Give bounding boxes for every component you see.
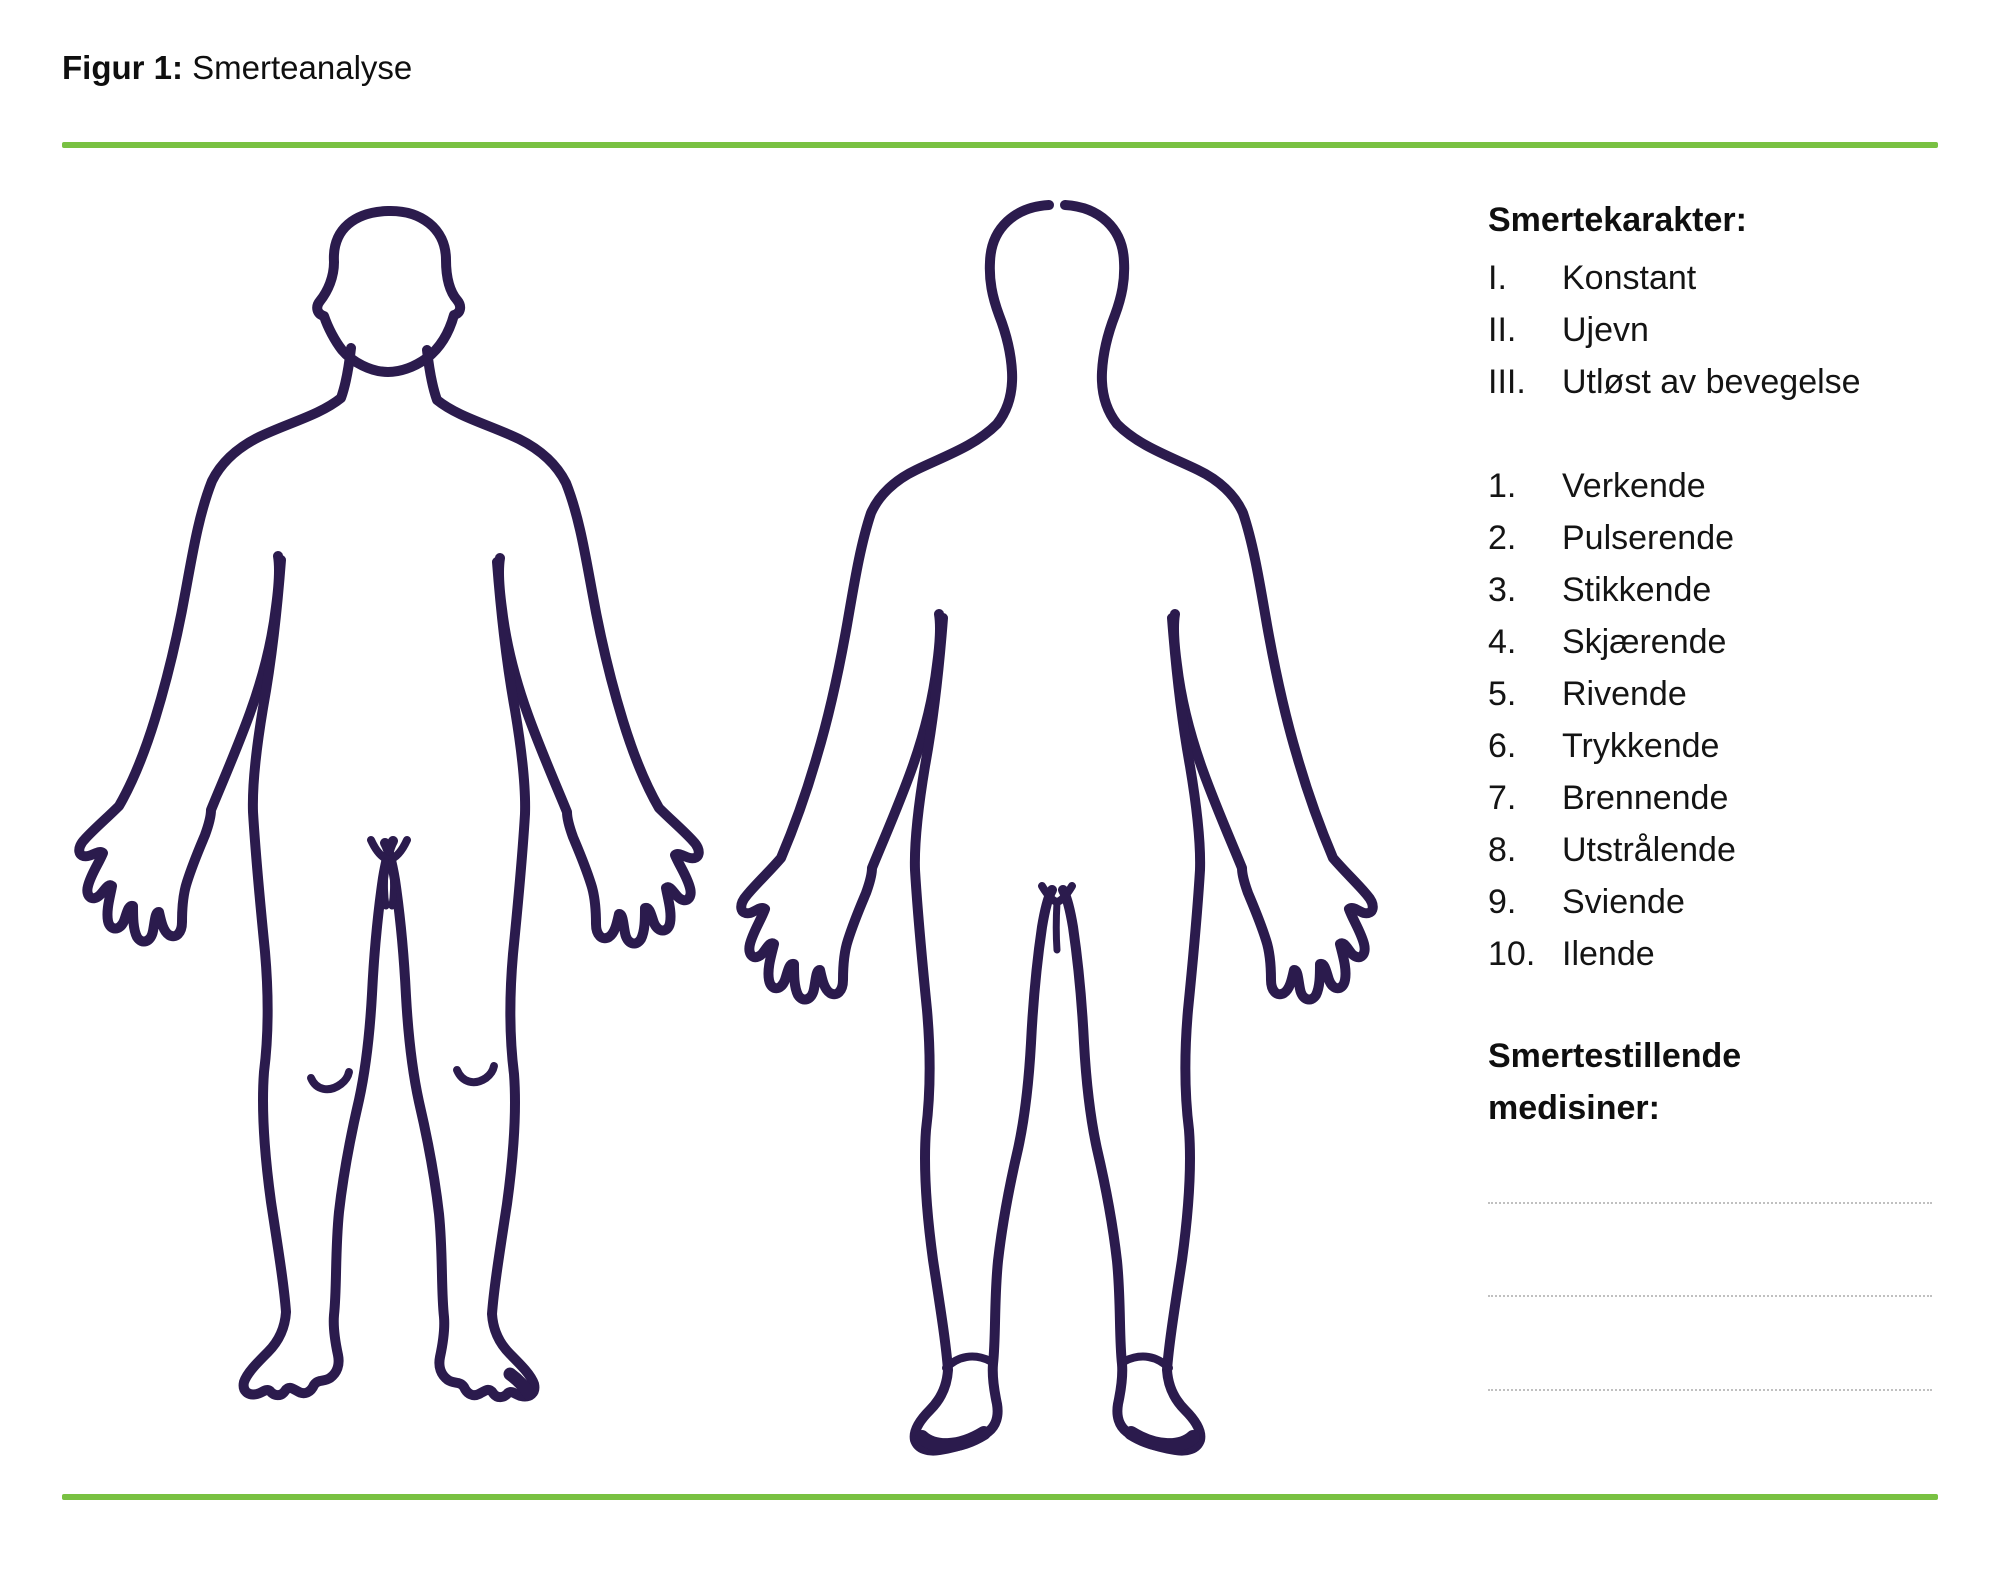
list-item-number: 8. [1488,831,1517,869]
list-item-numeral: III. [1488,363,1526,401]
list-item-label: Pulserende [1562,519,1735,557]
medication-write-line [1488,1389,1932,1391]
list-item [1488,356,1958,408]
spacer [1488,980,1958,1030]
list-item [1488,564,1958,616]
figure-label: Figur 1: [62,49,183,86]
list-item-label: Utstrålende [1562,831,1736,869]
list-item-label: Rivende [1562,675,1687,713]
spacer [1488,408,1958,460]
list-item-number: 4. [1488,623,1517,661]
list-item-number: 9. [1488,883,1517,921]
list-item [1488,824,1958,876]
list-item [1488,512,1958,564]
list-item-number: 1. [1488,467,1517,505]
list-item-number: 5. [1488,675,1517,713]
pain-character-heading: Smertekarakter: [1488,201,1747,239]
list-item-label: Ilende [1562,935,1655,973]
figure-title: Smerteanalyse [183,49,413,86]
list-item-numeral: II. [1488,311,1517,349]
back-body-outline [741,205,1372,1451]
list-item-number: 10. [1488,935,1536,973]
medications-heading: Smertestillende medisiner: [1488,1037,1742,1127]
list-item [1488,720,1958,772]
list-item-label: Skjærende [1562,623,1727,661]
list-item-label: Verkende [1562,467,1706,505]
medication-write-line [1488,1202,1932,1204]
list-item [1488,304,1958,356]
list-item-label: Sviende [1562,883,1685,921]
list-item-numeral: I. [1488,259,1507,297]
list-item-label: Utløst av bevegelse [1562,363,1861,401]
list-item-number: 6. [1488,727,1517,765]
list-item-label: Stikkende [1562,571,1712,609]
list-item-number: 3. [1488,571,1517,609]
list-item-label: Brennende [1562,779,1729,817]
list-item-number: 7. [1488,779,1517,817]
list-item [1488,668,1958,720]
medication-write-line [1488,1295,1932,1297]
list-item-number: 2. [1488,519,1517,557]
pain-character-panel [1488,200,1958,1134]
list-item [1488,460,1958,512]
list-item [1488,616,1958,668]
list-item [1488,772,1958,824]
list-item [1488,876,1958,928]
list-item [1488,252,1958,304]
list-item-label: Konstant [1562,259,1697,297]
list-item-label: Ujevn [1562,311,1649,349]
front-body-outline [79,211,698,1397]
list-item-label: Trykkende [1562,727,1720,765]
list-item [1488,928,1958,980]
